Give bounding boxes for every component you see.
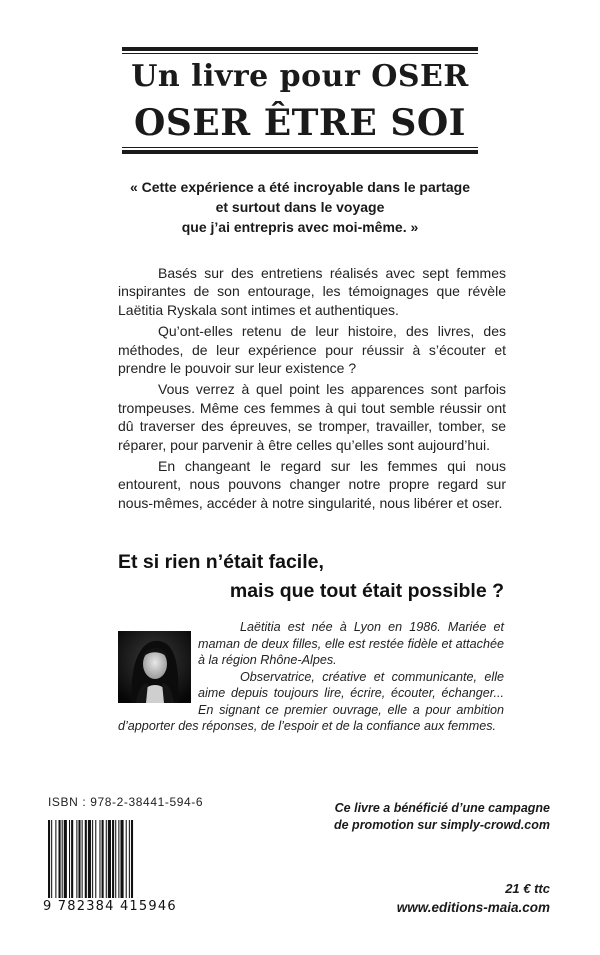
promo-line-1: Ce livre a bénéficié d’une campagne: [334, 801, 550, 815]
promo-line-2: de promotion sur simply-crowd.com: [334, 818, 550, 832]
blurb-paragraph-4: En changeant le regard sur les femmes qui nous entourent, nous pouvons changer notre propre regard sur nous-mêmes, accéder à notre singularité, nous libérer et oser.: [118, 458, 506, 511]
quote-line-2: et surtout dans le voyage: [215, 199, 385, 215]
pull-quote: [100, 177, 500, 237]
header-title-line1: Un livre pour OSER: [131, 59, 469, 94]
quote-line-1: « Cette expérience a été incroyable dans le partage: [129, 179, 471, 195]
tagline-line-1: Et si rien n’était facile,: [118, 551, 324, 573]
isbn-label: ISBN : 978-2-38441-594-6: [48, 795, 204, 809]
publisher-website[interactable]: www.editions-maia.com: [396, 900, 550, 915]
price: 21 € ttc: [505, 881, 550, 896]
promo-note: [334, 800, 550, 834]
barcode: [48, 820, 158, 898]
blurb-paragraph-2: Qu’ont-elles retenu de leur histoire, des livres, des méthodes, de leur expérience pour réussir à s’écouter et prendre le pouvoir sur leur existence ?: [118, 323, 506, 377]
author-bio-paragraph-1: Laëtitia est née à Lyon en 1986. Mariée et maman de deux filles, elle est restée fidèle et attachée à la région Rhône-Alpes.: [198, 620, 504, 667]
author-bio-paragraph-2: Observatrice, créative et communicante, elle aime depuis toujours lire, écrire, écouter, échanger... En signant ce premier ouvrage, elle a pour ambition d’apporter des réponses, de l’espoir et de la confiance aux femmes.: [118, 669, 504, 733]
author-bio: [118, 619, 504, 735]
barcode-digits: 9 782384 415946: [43, 899, 177, 914]
blurb-body: [118, 264, 506, 515]
header-title-line2: OSER ÊTRE SOI: [133, 102, 467, 144]
header-bottom-rule: [122, 150, 478, 154]
quote-line-3: que j’ai entrepris avec moi-même. »: [181, 219, 419, 235]
header-bottom-rule-thin: [122, 147, 478, 148]
blurb-paragraph-3: Vous verrez à quel point les apparences sont parfois trompeuses. Même ces femmes à qui tout semble réussir ont dû traverser des épreuves, se tromper, travailler, tomber, se réparer, pour parvenir à être celles qu’elles sont aujourd’hui.: [118, 381, 506, 453]
header-top-rule: [122, 47, 478, 51]
tagline-line-2: mais que tout était possible ?: [229, 580, 504, 602]
header-top-rule-thin: [122, 53, 478, 54]
blurb-paragraph-1: Basés sur des entretiens réalisés avec sept femmes inspirantes de son entourage, les témoignages que révèle Laëtitia Ryskala sont intimes et authentiques.: [118, 265, 506, 318]
